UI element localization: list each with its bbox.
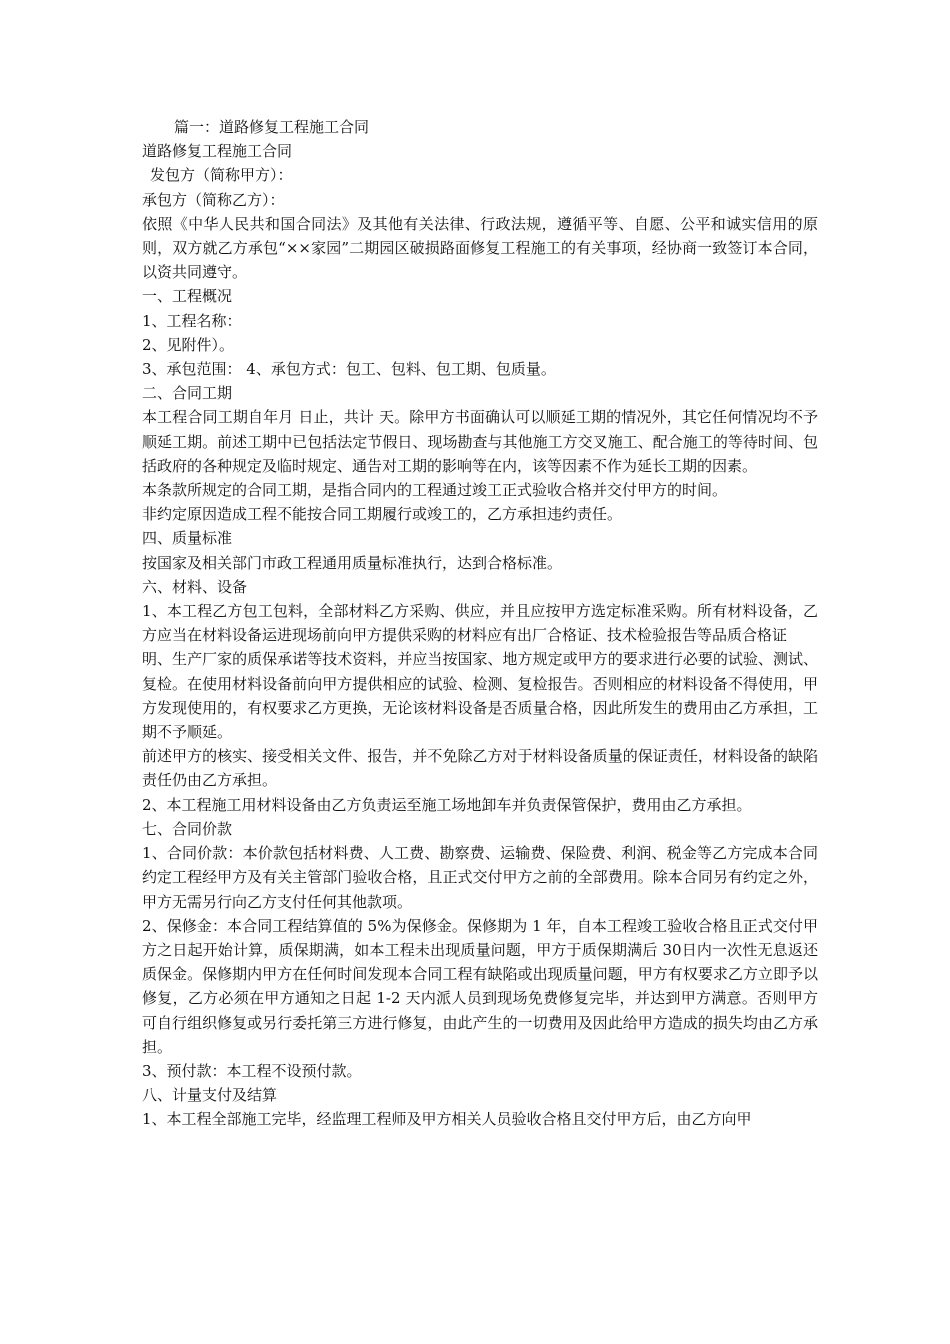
contract-document — [142, 115, 818, 1132]
clause-paragraph: 2、保修金：本合同工程结算值的 5%为保修金。保修期为 1 年，自本工程竣工验收合格且正式交付甲方之日起开始计算，质保期满，如本工程未出现质量问题，甲方于质保期满后 30日内一次性无息返还质保金。保修期内甲方在任何时间发现本合同工程有缺陷或出现质量问题，甲方有权要求乙方立即予以修复，乙方必须在甲方通知之日起 1-2 天内派人员到现场免费修复完毕，并达到甲方满意。否则甲方可自行组织修复或另行委托第三方进行修复，由此产生的一切费用及因此给甲方造成的损失均由乙方承担。 — [142, 916, 818, 1056]
clause-heading-8: 八、计量支付及结算 — [142, 1086, 278, 1105]
clause-heading-4: 四、质量标准 — [142, 529, 233, 548]
clause-item: 3、承包范围： 4、承包方式：包工、包料、包工期、包质量。 — [142, 360, 556, 379]
clause-paragraph: 按国家及相关部门市政工程通用质量标准执行，达到合格标准。 — [142, 553, 563, 572]
clause-heading-1: 一、工程概况 — [142, 287, 233, 306]
clause-paragraph: 本条款所规定的合同工期，是指合同内的工程通过竣工正式验收合格并交付甲方的时间。 — [142, 481, 728, 500]
clause-paragraph: 明、生产厂家的质保承诺等技术资料，并应当按国家、地方规定或甲方的要求进行必要的试验、测试、复检。在使用材料设备前向甲方提供相应的试验、检测、复检报告。否则相应的材料设备不得使用，甲方发现使用的，有权要求乙方更换，无论该材料设备是否质量合格，因此所发生的费用由乙方承担，工期不予顺延。 — [142, 650, 818, 742]
preamble-paragraph: 依照《中华人民共和国合同法》及其他有关法律、行政法规，遵循平等、自愿、公平和诚实信用的原则，双方就乙方承包“××家园”二期园区破损路面修复工程施工的有关事项，经协商一致签订本合同，以资共同遵守。 — [142, 214, 818, 282]
section-heading: 篇一：道路修复工程施工合同 — [174, 118, 370, 136]
clause-paragraph: 3、预付款：本工程不设预付款。 — [142, 1061, 362, 1080]
clause-paragraph: 1、本工程乙方包工包料，全部材料乙方采购、供应，并且应按甲方选定标准采购。所有材料设备，乙方应当在材料设备运进现场前向甲方提供采购的材料应有出厂合格证、技术检验报告等品质合格证 — [142, 602, 818, 645]
clause-item: 2、见附件）。 — [142, 335, 235, 354]
clause-heading-7: 七、合同价款 — [142, 819, 233, 838]
clause-paragraph: 1、本工程全部施工完毕，经监理工程师及甲方相关人员验收合格且交付甲方后，由乙方向甲 — [142, 1110, 752, 1129]
clause-paragraph: 1、合同价款：本价款包括材料费、人工费、勘察费、运输费、保险费、利润、税金等乙方完成本合同约定工程经甲方及有关主管部门验收合格，且正式交付甲方之前的全部费用。除本合同另有约定之外，甲方无需另行向乙方支付任何其他款项。 — [142, 844, 818, 911]
clause-heading-2: 二、合同工期 — [142, 384, 233, 403]
clause-paragraph: 本工程合同工期自年月 日止，共计 天。除甲方书面确认可以顺延工期的情况外，其它任何情况均不予顺延工期。前述工期中已包括法定节假日、现场勘查与其他施工方交叉施工、配合施工的等待时间、包括政府的各种规定及临时规定、通告对工期的影响等在内，该等因素不作为延长工期的因素。 — [142, 408, 818, 475]
contract-title: 道路修复工程施工合同 — [142, 142, 293, 161]
clause-paragraph: 2、本工程施工用材料设备由乙方负责运至施工场地卸车并负责保管保护，费用由乙方承担。 — [142, 795, 752, 814]
party-a-line: 发包方（简称甲方）： — [150, 166, 293, 185]
clause-item: 1、工程名称： — [142, 311, 242, 330]
clause-paragraph: 前述甲方的核实、接受相关文件、报告，并不免除乙方对于材料设备质量的保证责任，材料设备的缺陷责任仍由乙方承担。 — [142, 747, 818, 790]
clause-paragraph: 非约定原因造成工程不能按合同工期履行或竣工的，乙方承担违约责任。 — [142, 505, 623, 524]
party-b-line: 承包方（简称乙方）： — [142, 190, 285, 209]
clause-heading-6: 六、材料、设备 — [142, 577, 248, 596]
